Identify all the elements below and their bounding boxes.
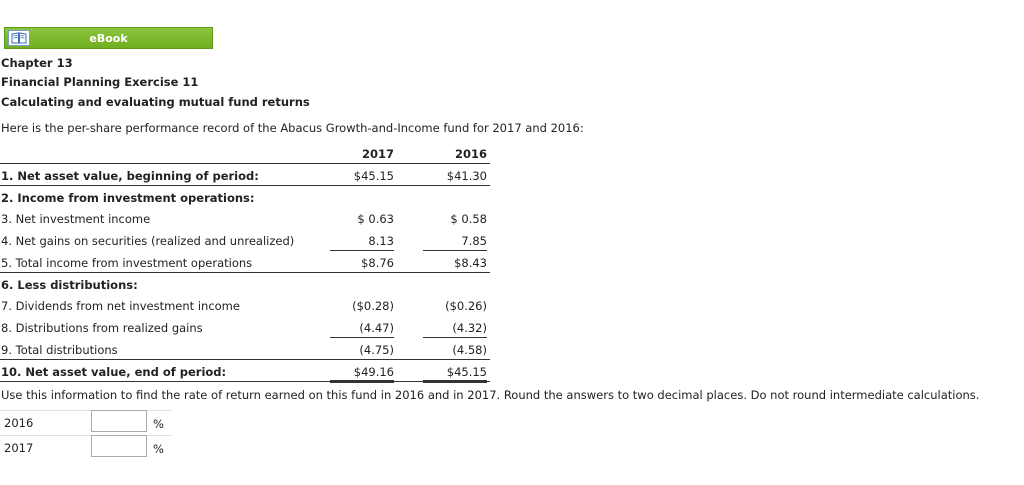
table-cell-2017: (4.47) (330, 321, 394, 338)
row-divider (0, 185, 490, 186)
table-row-label: 5. Total income from investment operations (1, 256, 253, 270)
table-row-label: 4. Net gains on securities (realized and unrealized) (1, 234, 295, 248)
intro-text: Here is the per-share performance record of the Abacus Growth-and-Income fund for 2017 and 2016: (1, 121, 584, 135)
row-divider (0, 359, 490, 360)
table-row-label: 2. Income from investment operations: (1, 191, 255, 205)
table-row-label: 10. Net asset value, end of period: (1, 365, 227, 379)
chapter-heading: Chapter 13 (1, 56, 73, 70)
table-cell-2016: $ 0.58 (450, 212, 487, 226)
return-2017-input[interactable] (91, 435, 147, 457)
table-cell-2016: $8.43 (454, 256, 487, 270)
table-cell-2016: (4.32) (423, 321, 487, 338)
topic-heading: Calculating and evaluating mutual fund returns (1, 95, 310, 109)
column-header-2017: 2017 (361, 147, 394, 161)
table-row-label: 9. Total distributions (1, 343, 118, 357)
table-cell-2016: $41.30 (446, 169, 487, 183)
table-bottom-rule (0, 381, 490, 382)
table-cell-2017: 8.13 (330, 234, 394, 251)
table-row-label: 3. Net investment income (1, 212, 151, 226)
table-cell-2016: 7.85 (423, 234, 487, 251)
table-cell-2016: $45.15 (423, 365, 487, 383)
table-header-rule (0, 163, 490, 164)
ebook-label: eBook (89, 32, 128, 45)
table-row-label: 8. Distributions from realized gains (1, 321, 203, 335)
table-row-label: 7. Dividends from net investment income (1, 299, 240, 313)
exercise-heading: Financial Planning Exercise 11 (1, 75, 199, 89)
table-row-label: 1. Net asset value, beginning of period: (1, 169, 259, 183)
table-cell-2016: ($0.26) (445, 299, 487, 313)
table-cell-2017: $ 0.63 (357, 212, 394, 226)
table-cell-2017: $8.76 (361, 256, 394, 270)
table-cell-2017: ($0.28) (352, 299, 394, 313)
return-2016-input[interactable] (91, 410, 147, 432)
table-cell-2017: (4.75) (359, 343, 394, 357)
table-cell-2017: $49.16 (330, 365, 394, 383)
percent-unit-2016: % (153, 417, 164, 431)
column-header-2016: 2016 (454, 147, 487, 161)
table-row-label: 6. Less distributions: (1, 278, 138, 292)
question-text: Use this information to find the rate of return earned on this fund in 2016 and in 2017. Round the answers to two decimal places. Do not round intermediate calculations. (1, 388, 980, 402)
answer-label-2017: 2017 (4, 441, 34, 455)
table-cell-2017: $45.15 (353, 169, 394, 183)
row-divider (0, 272, 490, 273)
answer-label-2016: 2016 (4, 416, 34, 430)
ebook-button[interactable] (4, 27, 213, 49)
table-cell-2016: (4.58) (452, 343, 487, 357)
percent-unit-2017: % (153, 442, 164, 456)
